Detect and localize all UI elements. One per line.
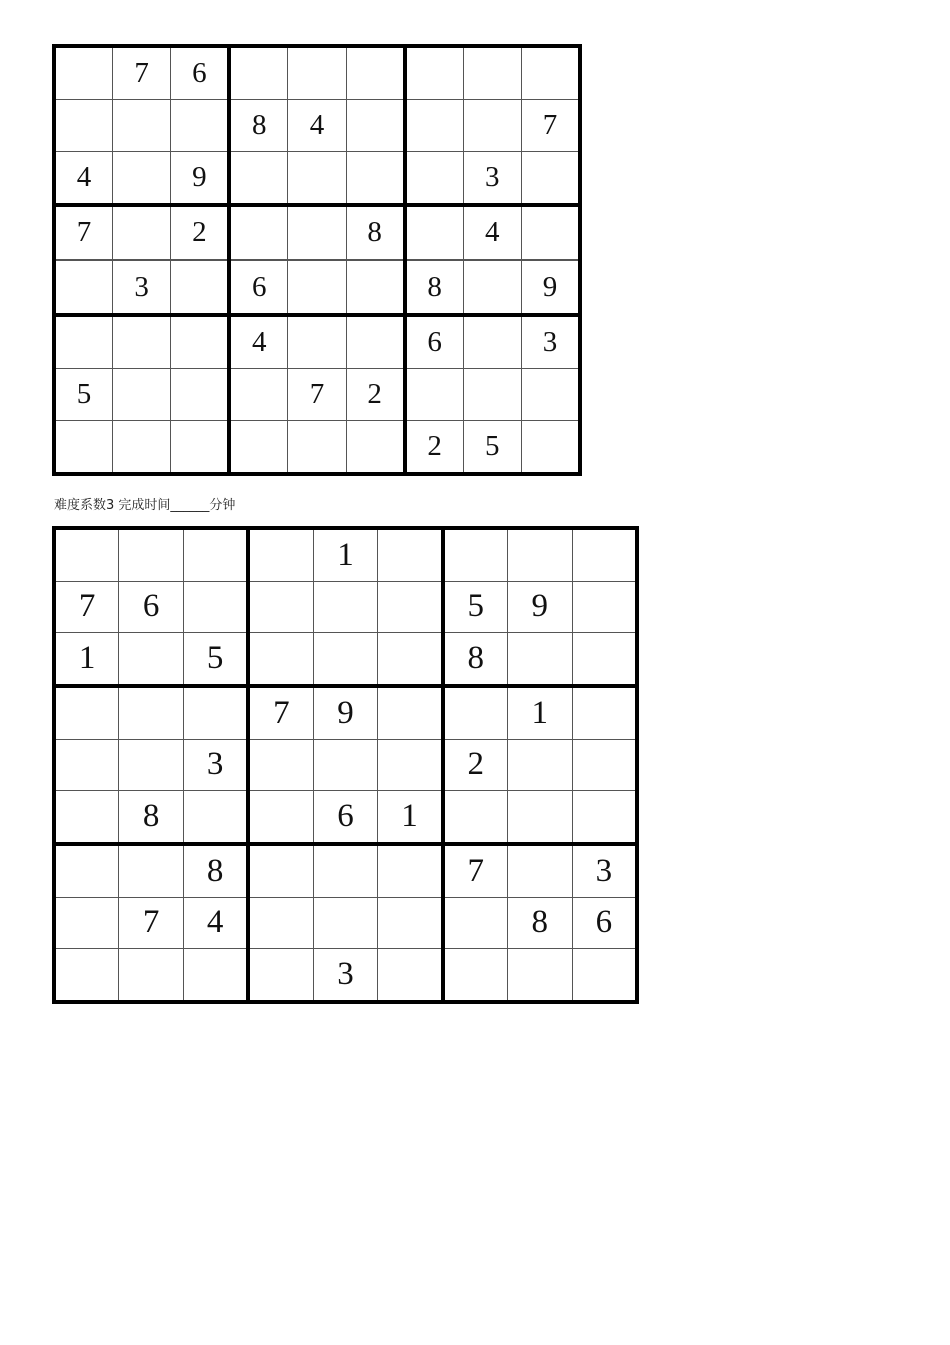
sudoku-cell bbox=[346, 315, 404, 369]
sudoku-cell bbox=[507, 633, 572, 686]
sudoku-cell bbox=[443, 897, 508, 948]
sudoku-cell bbox=[112, 315, 170, 369]
sudoku-cell bbox=[572, 791, 637, 844]
sudoku-cell bbox=[229, 205, 287, 259]
sudoku-cell: 1 bbox=[378, 791, 443, 844]
sudoku-cell: 7 bbox=[54, 581, 119, 632]
sudoku-cell: 9 bbox=[522, 261, 581, 315]
sudoku-cell bbox=[112, 420, 170, 474]
sudoku-cell: 3 bbox=[463, 151, 521, 205]
sudoku-cell bbox=[378, 686, 443, 739]
sudoku-cell bbox=[288, 151, 346, 205]
sudoku-cell: 3 bbox=[184, 739, 249, 790]
sudoku-cell bbox=[463, 261, 521, 315]
sudoku-cell: 5 bbox=[463, 420, 521, 474]
sudoku-cell bbox=[313, 739, 378, 790]
sudoku-cell bbox=[119, 633, 184, 686]
sudoku-cell bbox=[112, 369, 170, 420]
sudoku-cell bbox=[54, 315, 112, 369]
sudoku-cell: 8 bbox=[184, 844, 249, 897]
sudoku-cell bbox=[112, 151, 170, 205]
sudoku-cell bbox=[378, 897, 443, 948]
sudoku-cell: 6 bbox=[405, 315, 463, 369]
sudoku-cell bbox=[248, 949, 313, 1003]
sudoku-cell: 9 bbox=[507, 581, 572, 632]
sudoku-cell bbox=[229, 420, 287, 474]
sudoku-cell bbox=[248, 739, 313, 790]
sudoku-cell bbox=[229, 369, 287, 420]
sudoku-cell bbox=[522, 420, 581, 474]
sudoku-cell bbox=[229, 151, 287, 205]
sudoku-cell bbox=[248, 897, 313, 948]
sudoku-cell bbox=[184, 528, 249, 581]
sudoku-cell bbox=[507, 791, 572, 844]
sudoku-cell bbox=[54, 46, 112, 100]
sudoku-cell: 1 bbox=[313, 528, 378, 581]
sudoku-cell bbox=[119, 528, 184, 581]
sudoku-cell: 1 bbox=[507, 686, 572, 739]
grid-row bbox=[54, 581, 637, 632]
sudoku-cell bbox=[378, 739, 443, 790]
sudoku-cell bbox=[54, 686, 119, 739]
sudoku-cell bbox=[184, 949, 249, 1003]
sudoku-cell bbox=[378, 581, 443, 632]
sudoku-cell: 8 bbox=[119, 791, 184, 844]
grid-row bbox=[54, 844, 637, 897]
sudoku-cell bbox=[378, 633, 443, 686]
difficulty-caption: 难度系数3 完成时间______分钟 bbox=[54, 498, 236, 513]
sudoku-cell bbox=[248, 844, 313, 897]
sudoku-cell bbox=[248, 528, 313, 581]
sudoku-cell bbox=[54, 261, 112, 315]
grid-row bbox=[54, 151, 580, 205]
sudoku-cell bbox=[313, 581, 378, 632]
sudoku-cell: 8 bbox=[443, 633, 508, 686]
sudoku-cell bbox=[112, 205, 170, 259]
sudoku-cell bbox=[443, 791, 508, 844]
sudoku-cell: 6 bbox=[229, 261, 287, 315]
grid-row bbox=[54, 528, 637, 581]
sudoku-cell bbox=[288, 420, 346, 474]
sudoku-cell: 3 bbox=[313, 949, 378, 1003]
sudoku-cell bbox=[463, 100, 521, 151]
sudoku-cell bbox=[54, 420, 112, 474]
grid-row bbox=[54, 100, 580, 151]
sudoku-cell bbox=[184, 686, 249, 739]
sudoku-cell bbox=[443, 528, 508, 581]
sudoku-cell bbox=[171, 420, 229, 474]
sudoku-cell bbox=[572, 581, 637, 632]
sudoku-cell bbox=[405, 151, 463, 205]
sudoku-cell bbox=[171, 100, 229, 151]
sudoku-cell: 8 bbox=[229, 100, 287, 151]
sudoku-cell: 1 bbox=[54, 633, 119, 686]
sudoku-cell: 7 bbox=[119, 897, 184, 948]
sudoku-cell bbox=[572, 739, 637, 790]
sudoku-cell bbox=[405, 369, 463, 420]
sudoku-cell: 2 bbox=[346, 369, 404, 420]
sudoku-cell: 9 bbox=[171, 151, 229, 205]
grid-row bbox=[54, 261, 580, 315]
sudoku-cell: 3 bbox=[112, 261, 170, 315]
sudoku-cell bbox=[171, 315, 229, 369]
sudoku-cell bbox=[522, 369, 581, 420]
sudoku-grid-2 bbox=[52, 526, 639, 1004]
grid-row bbox=[54, 205, 580, 259]
sudoku-cell: 8 bbox=[346, 205, 404, 259]
sudoku-cell bbox=[248, 581, 313, 632]
sudoku-cell: 7 bbox=[54, 205, 112, 259]
sudoku-cell bbox=[313, 897, 378, 948]
sudoku-cell: 4 bbox=[288, 100, 346, 151]
sudoku-cell bbox=[572, 949, 637, 1003]
sudoku-cell bbox=[171, 369, 229, 420]
sudoku-cell: 9 bbox=[313, 686, 378, 739]
sudoku-cell bbox=[405, 205, 463, 259]
sudoku-cell bbox=[248, 791, 313, 844]
sudoku-cell bbox=[346, 261, 404, 315]
sudoku-cell bbox=[522, 46, 581, 100]
sudoku-cell bbox=[443, 686, 508, 739]
grid-row bbox=[54, 686, 637, 739]
sudoku-cell: 2 bbox=[171, 205, 229, 259]
grid-row bbox=[54, 633, 637, 686]
sudoku-cell bbox=[229, 46, 287, 100]
sudoku-cell bbox=[119, 844, 184, 897]
sudoku-cell bbox=[507, 528, 572, 581]
sudoku-cell bbox=[54, 100, 112, 151]
sudoku-cell bbox=[346, 420, 404, 474]
sudoku-cell: 4 bbox=[463, 205, 521, 259]
sudoku-cell: 5 bbox=[184, 633, 249, 686]
sudoku-cell bbox=[119, 686, 184, 739]
grid-row bbox=[54, 897, 637, 948]
grid-row bbox=[54, 46, 580, 100]
sudoku-cell: 7 bbox=[112, 46, 170, 100]
sudoku-cell bbox=[313, 633, 378, 686]
sudoku-cell bbox=[54, 528, 119, 581]
grid-row bbox=[54, 949, 637, 1003]
sudoku-cell bbox=[313, 844, 378, 897]
sudoku-cell bbox=[522, 151, 581, 205]
sudoku-cell: 3 bbox=[572, 844, 637, 897]
sudoku-cell: 2 bbox=[443, 739, 508, 790]
sudoku-cell: 4 bbox=[54, 151, 112, 205]
sudoku-cell bbox=[463, 369, 521, 420]
sudoku-cell bbox=[54, 739, 119, 790]
sudoku-cell bbox=[378, 949, 443, 1003]
sudoku-cell: 4 bbox=[229, 315, 287, 369]
sudoku-cell: 6 bbox=[119, 581, 184, 632]
sudoku-cell: 7 bbox=[288, 369, 346, 420]
sudoku-cell bbox=[54, 844, 119, 897]
grid-row bbox=[54, 791, 637, 844]
sudoku-cell bbox=[288, 205, 346, 259]
sudoku-cell bbox=[54, 791, 119, 844]
sudoku-cell bbox=[443, 949, 508, 1003]
sudoku-cell bbox=[248, 633, 313, 686]
sudoku-cell bbox=[572, 633, 637, 686]
sudoku-cell bbox=[171, 261, 229, 315]
sudoku-cell bbox=[463, 315, 521, 369]
sudoku-cell bbox=[507, 949, 572, 1003]
sudoku-cell bbox=[184, 791, 249, 844]
sudoku-cell: 8 bbox=[507, 897, 572, 948]
sudoku-cell bbox=[54, 949, 119, 1003]
sudoku-cell: 5 bbox=[54, 369, 112, 420]
sudoku-grid-1 bbox=[52, 44, 582, 476]
sudoku-cell: 2 bbox=[405, 420, 463, 474]
sudoku-cell bbox=[346, 46, 404, 100]
sudoku-cell: 6 bbox=[313, 791, 378, 844]
sudoku-cell: 6 bbox=[572, 897, 637, 948]
sudoku-cell bbox=[184, 581, 249, 632]
sudoku-cell bbox=[288, 46, 346, 100]
grid-row bbox=[54, 420, 580, 474]
sudoku-cell: 7 bbox=[443, 844, 508, 897]
sudoku-cell bbox=[119, 739, 184, 790]
sudoku-cell bbox=[405, 100, 463, 151]
sudoku-cell bbox=[522, 205, 581, 259]
sudoku-cell bbox=[572, 686, 637, 739]
sudoku-cell bbox=[378, 844, 443, 897]
grid-row bbox=[54, 315, 580, 369]
sudoku-cell bbox=[346, 100, 404, 151]
sudoku-cell bbox=[54, 897, 119, 948]
grid-row bbox=[54, 739, 637, 790]
sudoku-cell bbox=[507, 739, 572, 790]
sudoku-cell bbox=[112, 100, 170, 151]
sudoku-cell: 5 bbox=[443, 581, 508, 632]
sudoku-cell: 7 bbox=[522, 100, 581, 151]
sudoku-cell bbox=[378, 528, 443, 581]
sudoku-cell: 6 bbox=[171, 46, 229, 100]
sudoku-cell: 8 bbox=[405, 261, 463, 315]
sudoku-cell bbox=[405, 46, 463, 100]
sudoku-cell: 7 bbox=[248, 686, 313, 739]
sudoku-cell: 4 bbox=[184, 897, 249, 948]
sudoku-cell bbox=[288, 315, 346, 369]
sudoku-cell bbox=[288, 261, 346, 315]
sudoku-cell bbox=[507, 844, 572, 897]
sudoku-cell bbox=[346, 151, 404, 205]
sudoku-cell bbox=[463, 46, 521, 100]
sudoku-cell bbox=[119, 949, 184, 1003]
sudoku-cell bbox=[572, 528, 637, 581]
grid-row bbox=[54, 369, 580, 420]
sudoku-cell: 3 bbox=[522, 315, 581, 369]
